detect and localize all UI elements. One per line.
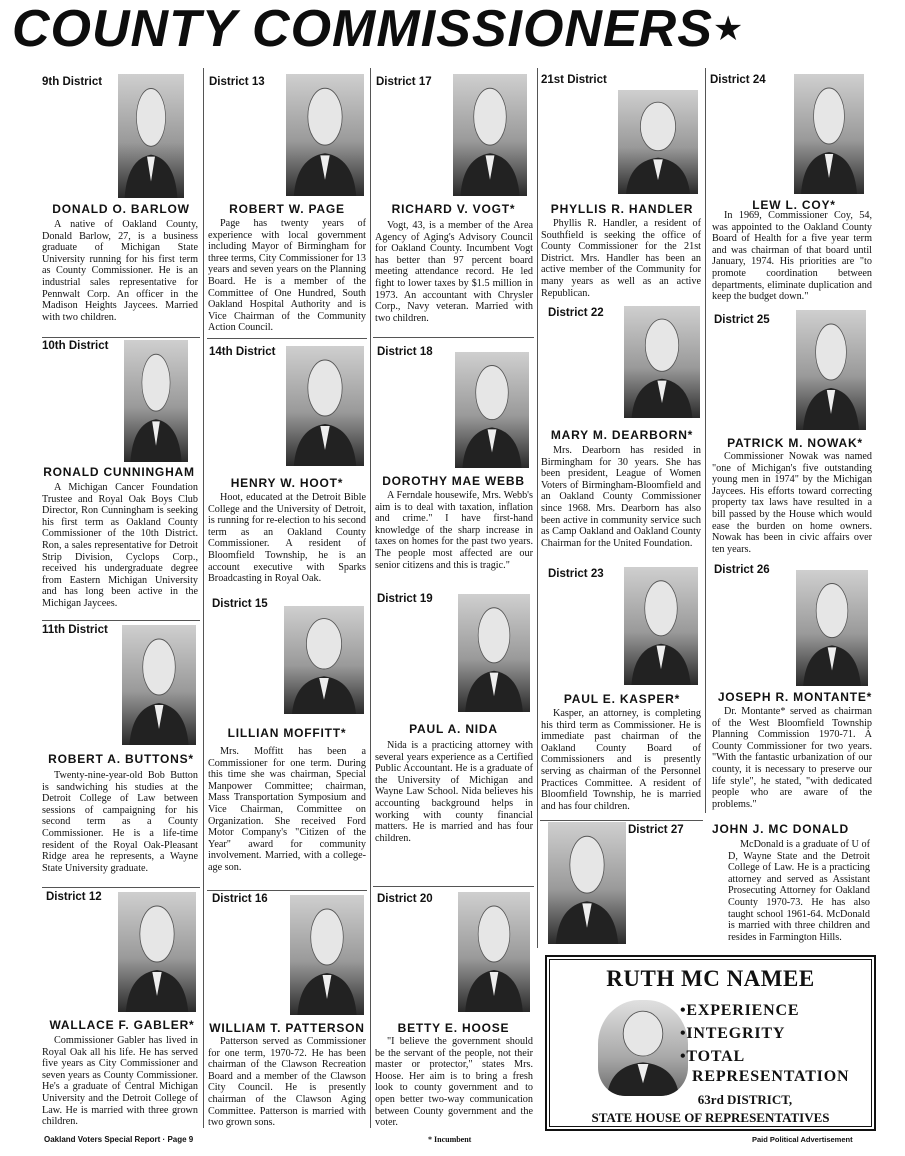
candidate-photo — [796, 310, 866, 430]
candidate-bio: A Ferndale housewife, Mrs. Webb's aim is to deal with taxation, inflation and crime." I have first-hand knowledge of the sharp increase in taxes on homes for the past two years. The people most affected are our senior citizens and this is tragic." — [375, 490, 533, 571]
candidate-photo — [290, 895, 364, 1015]
district-label: District 22 — [548, 307, 604, 319]
ad-candidate-name: RUTH MC NAMEE — [606, 966, 815, 991]
candidate-photo — [118, 892, 196, 1012]
candidate-name: DOROTHY MAE WEBB — [382, 474, 525, 488]
candidate-bio: Mrs. Dearborn has resided in Birmingham for 30 years. She has been president, League of Women Voters of Birmingham-Bloomfield and an Oakland County Commissioner since 1968. Mrs. Dearborn has also been active in community service such as Camp Oakland and Oakland County Chairman for the United Foundation. — [541, 445, 701, 549]
candidate-name: DONALD O. BARLOW — [52, 202, 190, 216]
district-label: District 17 — [376, 76, 432, 88]
column-divider — [537, 68, 538, 948]
candidate-photo — [794, 74, 864, 194]
district-label: District 15 — [212, 598, 268, 610]
candidate-bio: In 1969, Commissioner Coy, 54, was appointed to the Oakland County Board of Health for a five year term and was chairman of that board until January, 1974. His priorities are "to promote coordination between departments, eliminate duplication and keep the budget down." — [712, 210, 872, 303]
political-advertisement — [545, 955, 876, 1131]
candidate-bio: Dr. Montante* served as chairman of the West Bloomfield Township Planning Commission 1970-71. A County Commissioner for two years. "With the fantastic urbanization of our county, it is necessary to preserve our life style", he stated, "with dedicated people who are aware of the problems." — [712, 706, 872, 810]
candidate-name: JOSEPH R. MONTANTE* — [717, 690, 873, 704]
candidate-name: ROBERT A. BUTTONS* — [48, 752, 194, 766]
district-label: 11th District — [42, 624, 108, 636]
candidate-bio: Commissioner Gabler has lived in Royal Oak all his life. He has served five years as City Commissioner and seven years as County Commissioner. He's a graduate of Central Michigan University and the Detroit College of Law. He is married with three grown children. — [42, 1035, 198, 1128]
ad-candidate-photo — [598, 1000, 688, 1096]
district-label: District 23 — [548, 568, 604, 580]
candidate-bio: A Michigan Cancer Foundation Trustee and Royal Oak Boys Club Director, Ron Cunningham is seeking his first term as Oakland County Commissioner of the 10th District. Ron, a sales representative for Detroit Strip Division, Cyclops Corp., received his undergraduate degree from Eastern Michigan University and has long been active in the Michigan Jaycees. — [42, 482, 198, 609]
ad-district: 63rd DISTRICT, — [697, 1092, 793, 1107]
district-label: 14th District — [209, 346, 276, 358]
section-divider — [42, 887, 200, 888]
candidate-name: BETTY E. HOOSE — [397, 1021, 510, 1035]
candidate-photo — [458, 594, 530, 712]
footer-paid-ad-label: Paid Political Advertisement — [752, 1135, 853, 1144]
column-divider — [203, 68, 204, 1128]
ad-point-representation: REPRESENTATION — [692, 1068, 850, 1085]
ad-point-total: •TOTAL — [680, 1048, 745, 1065]
district-label: District 20 — [377, 893, 433, 905]
candidate-photo — [455, 352, 529, 468]
section-divider — [373, 886, 534, 887]
section-divider — [373, 337, 534, 338]
column-divider — [705, 68, 706, 813]
candidate-name: JOHN J. MC DONALD — [712, 822, 849, 836]
candidate-photo — [796, 570, 868, 686]
candidate-name: RICHARD V. VOGT* — [391, 202, 516, 216]
candidate-photo — [118, 74, 184, 198]
candidate-photo — [124, 340, 188, 462]
district-label: 21st District — [541, 74, 607, 86]
district-label: 9th District — [42, 76, 103, 88]
district-label: District 18 — [377, 346, 433, 358]
candidate-name: HENRY W. HOOT* — [230, 476, 344, 490]
candidate-name: PHYLLIS R. HANDLER — [550, 202, 694, 216]
district-label: District 12 — [46, 891, 102, 903]
candidate-photo — [122, 625, 196, 745]
candidate-name: PAUL A. NIDA — [409, 722, 498, 736]
district-label: District 24 — [710, 74, 766, 86]
footer-incumbent-note: * Incumbent — [428, 1135, 472, 1144]
footer-page-label: Oakland Voters Special Report · Page 9 — [44, 1135, 194, 1144]
candidate-photo — [284, 606, 364, 714]
candidate-photo — [618, 90, 698, 194]
ad-point-experience: •EXPERIENCE — [680, 1002, 800, 1019]
candidate-photo — [624, 567, 698, 685]
candidate-bio: Hoot, educated at the Detroit Bible College and the University of Detroit, is running for re-election to his second term as an Oakland County Commissioner. A resident of Bloomfield Township, he is an account executive with Sparks Broadcasting in Royal Oak. — [208, 492, 366, 585]
page-title: COUNTY COMMISSIONERS★ — [12, 0, 745, 58]
candidate-name: LILLIAN MOFFITT* — [227, 726, 347, 740]
section-divider — [42, 337, 200, 338]
candidate-photo — [453, 74, 527, 196]
candidate-bio: Nida is a practicing attorney with several years experience as a Certified Public Accountant. He is a graduate of the University of Michigan and Wayne Law School. Nida believes his accounting background helps in working with county financial matters. He is married and has four children. — [375, 740, 533, 844]
ad-point-integrity: •INTEGRITY — [680, 1025, 786, 1042]
candidate-photo — [286, 74, 364, 196]
candidate-photo — [624, 306, 700, 418]
candidate-bio: Page has twenty years of experience with local government including Mayor of Birmingham for three terms, City Commissioner for 13 years and seven years on the Planning Board. He is a member of the Committee of One Hundred, South Oakland Hospital Authority and is Vice Chairman of the Community Action Council. — [208, 218, 366, 334]
candidate-bio: Kasper, an attorney, is completing his third term as Commissioner. He is immediate past chairman of the Oakland County Board of Commissioners and is presently serving as chairman of the Personnel Practices Committee. A resident of Bloomfield Township, he is married and has four children. — [541, 708, 701, 812]
candidate-name: WALLACE F. GABLER* — [49, 1018, 195, 1032]
candidate-name: PAUL E. KASPER* — [563, 692, 681, 706]
section-divider — [42, 620, 200, 621]
candidate-name: MARY M. DEARBORN* — [550, 428, 694, 442]
district-label: District 25 — [714, 314, 770, 326]
candidate-name: PATRICK M. NOWAK* — [727, 436, 863, 450]
district-label: 10th District — [42, 340, 109, 352]
candidate-bio: Patterson served as Commissioner for one term, 1970-72. He has been chairman of the Clawson Recreation Board and a member of the Clawson City Council. He is presently chairman of the Clawson Aging Committee. Patterson is married with two grown sons. — [208, 1036, 366, 1129]
section-divider — [540, 820, 703, 821]
district-label: District 19 — [377, 593, 433, 605]
district-label: District 27 — [628, 824, 684, 836]
candidate-name: ROBERT W. PAGE — [229, 202, 345, 216]
candidate-name: LEW L. COY* — [752, 198, 836, 212]
section-divider — [207, 890, 367, 891]
candidate-bio: "I believe the government should be the servant of the people, not their master or protector," states Mrs. Hoose. Her aim is to bring a fresh look to county government and to open better two-way communication between County government and the voter. — [375, 1036, 533, 1129]
district-label: District 13 — [209, 76, 265, 88]
candidate-bio: Vogt, 43, is a member of the Area Agency of Aging's Advisory Council for Oakland County. Incumbent Vogt has better than 97 percent board meeting attendance record. He led fight to lower taxes by $1.5 million in 1973. An accountant with Chrysler Corp., Navy veteran. Married with two children. — [375, 220, 533, 324]
candidate-name: RONALD CUNNINGHAM — [43, 465, 195, 479]
candidate-name: WILLIAM T. PATTERSON — [209, 1021, 365, 1035]
candidate-photo — [286, 346, 364, 466]
candidate-bio: Twenty-nine-year-old Bob Button is sandwiching his studies at the Detroit College of Law between sessions of campaigning for his second term as a County Commissioner. He is a life-time resident of the Royal Oak-Pleasant Ridge area he represents, a Wayne State University graduate. — [42, 770, 198, 874]
candidate-bio: Commissioner Nowak was named "one of Michigan's five outstanding young men in 1974" by the Michigan Jaycees. His efforts toward correcting property tax laws have resulted in a bill passed by the House which would ease the burden on home owners. Nowak has been in civic affairs over ten years. — [712, 451, 872, 555]
candidate-bio: A native of Oakland County, Donald Barlow, 27, is a business graduate of Michigan State University running for his first term as County Commissioner. He is an industrial sales representative for Pennwalt Corp. An officer in the Madison Heights Jaycees. Married with two children. — [42, 219, 198, 323]
candidate-bio: Phyllis R. Handler, a resident of Southfield is seeking the office of County Commissioner for the 21st District. Mrs. Handler has been an active member of the Community for many years as well as an active Republican. — [541, 218, 701, 299]
ad-office: STATE HOUSE OF REPRESENTATIVES — [591, 1110, 830, 1125]
candidate-photo — [458, 892, 530, 1012]
district-label: District 16 — [212, 893, 268, 905]
candidate-photo — [548, 822, 626, 944]
candidate-bio: Mrs. Moffitt has been a Commissioner for one term. During this time she was chairman, Special Manpower Committee; chairman, Mass Transportation Symposium and Vice Chairman, Committee on Organization. She received Ford Motor Company's "Citizen of the Year" award for community involvement. Married, with a college-age son. — [208, 746, 366, 873]
district-label: District 26 — [714, 564, 770, 576]
ad-frame — [549, 959, 872, 1127]
column-divider — [370, 68, 371, 1128]
candidate-bio: McDonald is a graduate of U of D, Wayne State and the Detroit College of Law. He is a practicing attorney and served as Assistant Prosecuting Attorney for Oakland County 1970-73. He has also taught school 1961-64. McDonald is married with three children and resides in Farmington Hills. — [728, 839, 870, 943]
section-divider — [207, 338, 367, 339]
